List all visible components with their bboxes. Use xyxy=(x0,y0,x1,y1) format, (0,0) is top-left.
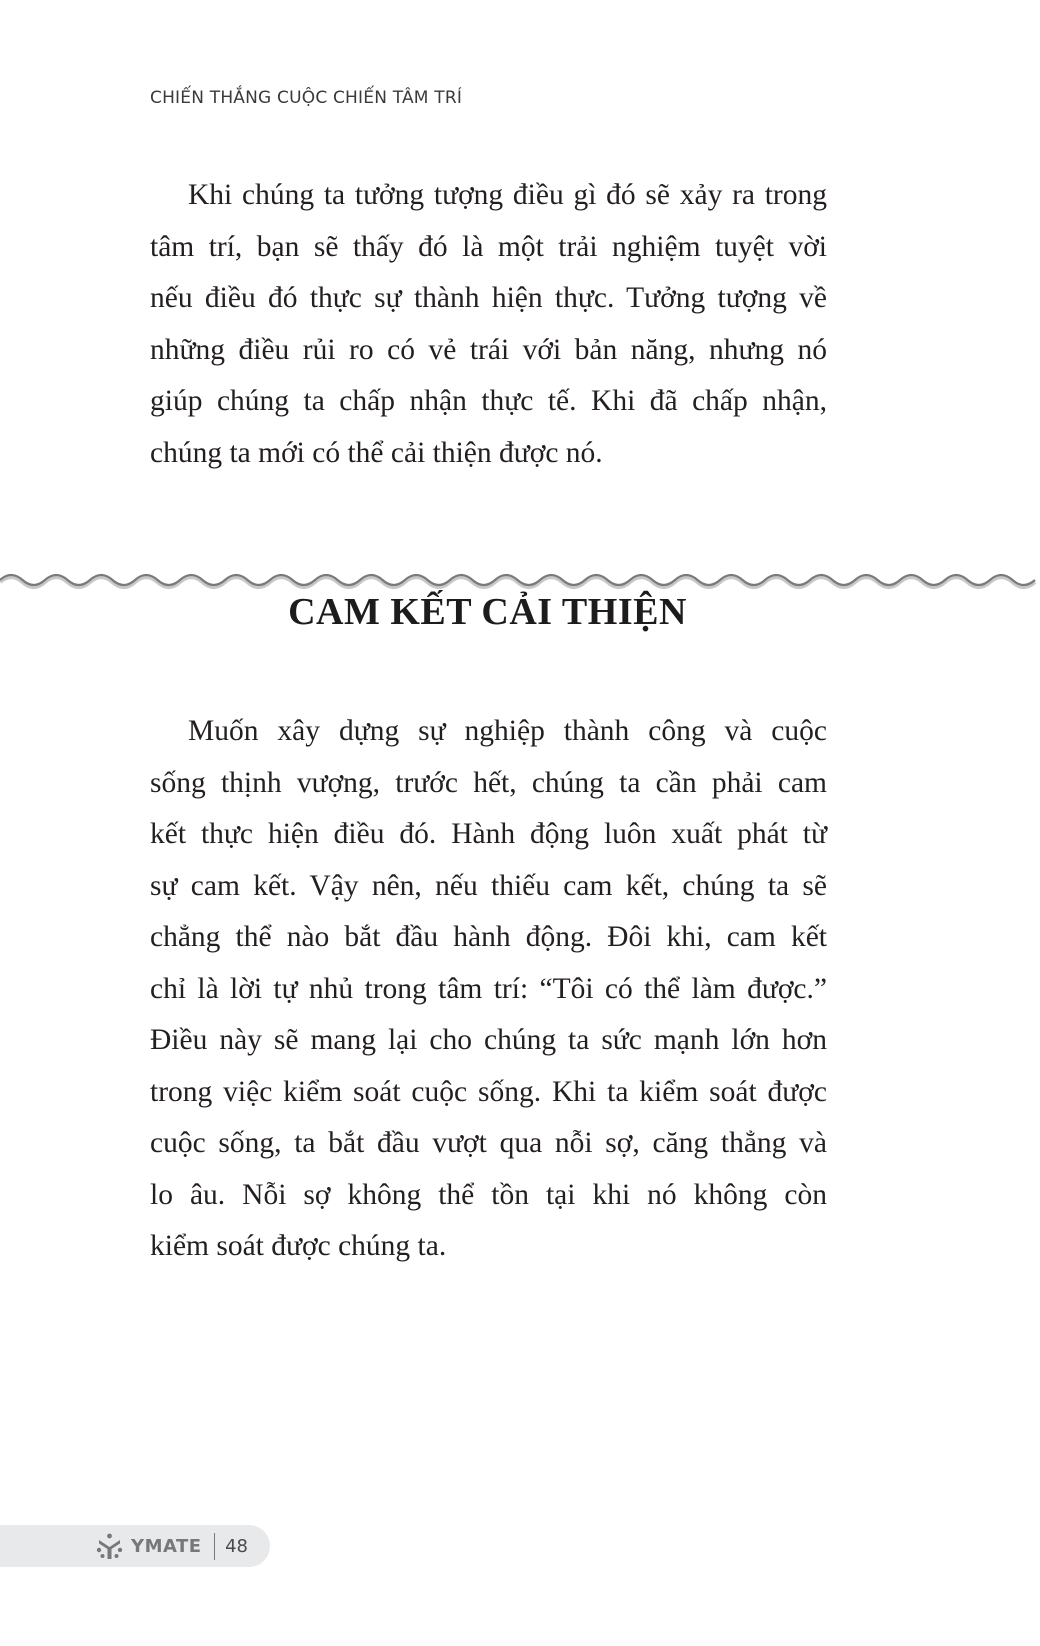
paragraph-line: chỉ là lời tự nhủ trong tâm trí: “Tôi có thể làm được.” xyxy=(150,972,827,1005)
paragraph-line: chẳng thể nào bắt đầu hành động. Đôi khi, cam kết xyxy=(150,921,827,953)
page-number: 48 xyxy=(225,1535,248,1557)
paragraph-line: sống thịnh vượng, trước hết, chúng ta cần phải cam xyxy=(150,766,827,799)
paragraph-line: kiểm soát được chúng ta. xyxy=(150,1230,447,1262)
section-title: CAM KẾT CẢI THIỆN xyxy=(288,591,687,633)
paragraph-line: kết thực hiện điều đó. Hành động luôn xuất phát từ xyxy=(150,818,827,850)
paragraph-line: giúp chúng ta chấp nhận thực tế. Khi đã chấp nhận, xyxy=(150,385,827,417)
running-header: CHIẾN THẮNG CUỘC CHIẾN TÂM TRÍ xyxy=(150,88,463,108)
ymate-logo-icon xyxy=(96,1533,123,1560)
paragraph-line: những điều rủi ro có vẻ trái với bản năng, nhưng nó xyxy=(150,333,827,366)
paragraph-line: cuộc sống, ta bắt đầu vượt qua nỗi sợ, căng thẳng và xyxy=(150,1127,827,1159)
paragraph-line: trong việc kiểm soát cuộc sống. Khi ta kiểm soát được xyxy=(150,1075,827,1108)
paragraph-line: Khi chúng ta tưởng tượng điều gì đó sẽ xảy ra trong xyxy=(188,179,827,211)
paragraph-line: tâm trí, bạn sẽ thấy đó là một trải nghiệm tuyệt vời xyxy=(150,230,827,263)
paragraph-line: sự cam kết. Vậy nên, nếu thiếu cam kết, chúng ta sẽ xyxy=(150,869,827,902)
paragraph-line: Điều này sẽ mang lại cho chúng ta sức mạnh lớn hơn xyxy=(150,1024,827,1056)
paragraph-line: chúng ta mới có thể cải thiện được nó. xyxy=(150,436,603,469)
paragraph-2 xyxy=(150,706,827,1273)
footer-divider xyxy=(214,1533,216,1560)
paragraph-line: Muốn xây dựng sự nghiệp thành công và cuộc xyxy=(188,715,827,747)
brand-name: YMATE xyxy=(131,1535,202,1557)
paragraph-line: nếu điều đó thực sự thành hiện thực. Tưởng tượng về xyxy=(150,282,827,314)
page-footer xyxy=(0,1525,270,1567)
paragraph-1 xyxy=(150,170,827,479)
paragraph-line: lo âu. Nỗi sợ không thể tồn tại khi nó không còn xyxy=(150,1178,827,1211)
